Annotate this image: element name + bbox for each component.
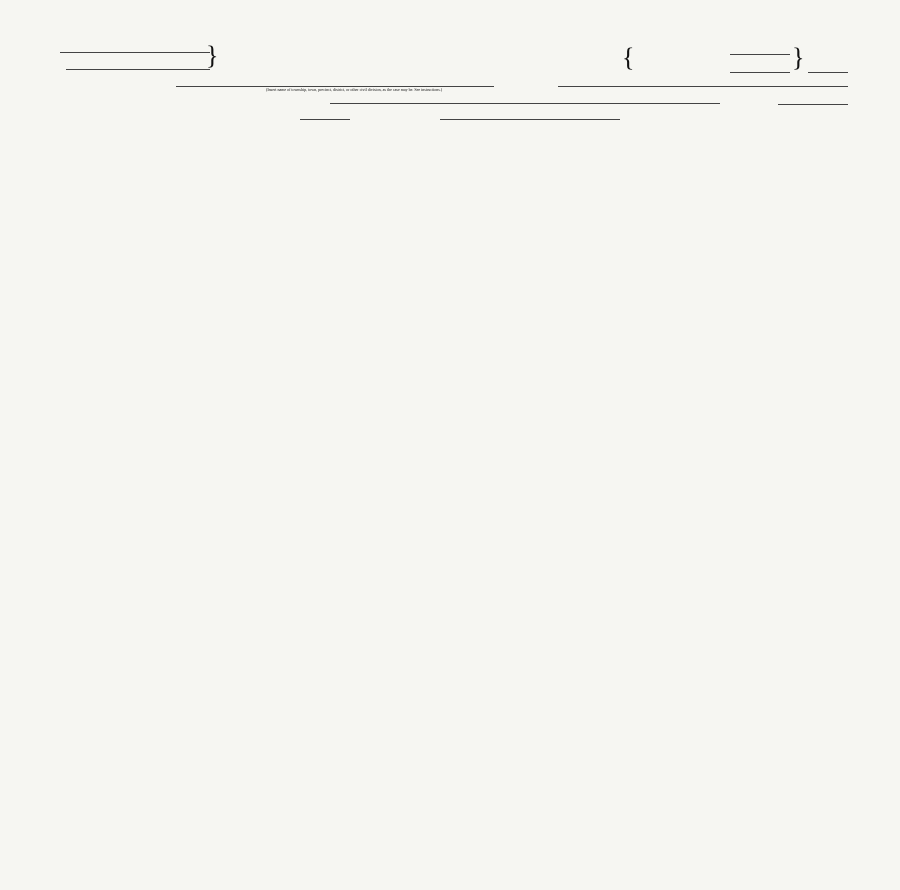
census-sheet: } { } (Insert name of township, town, precinct, district, or other civil division, as the case may be. See instructions.) [0,0,900,890]
